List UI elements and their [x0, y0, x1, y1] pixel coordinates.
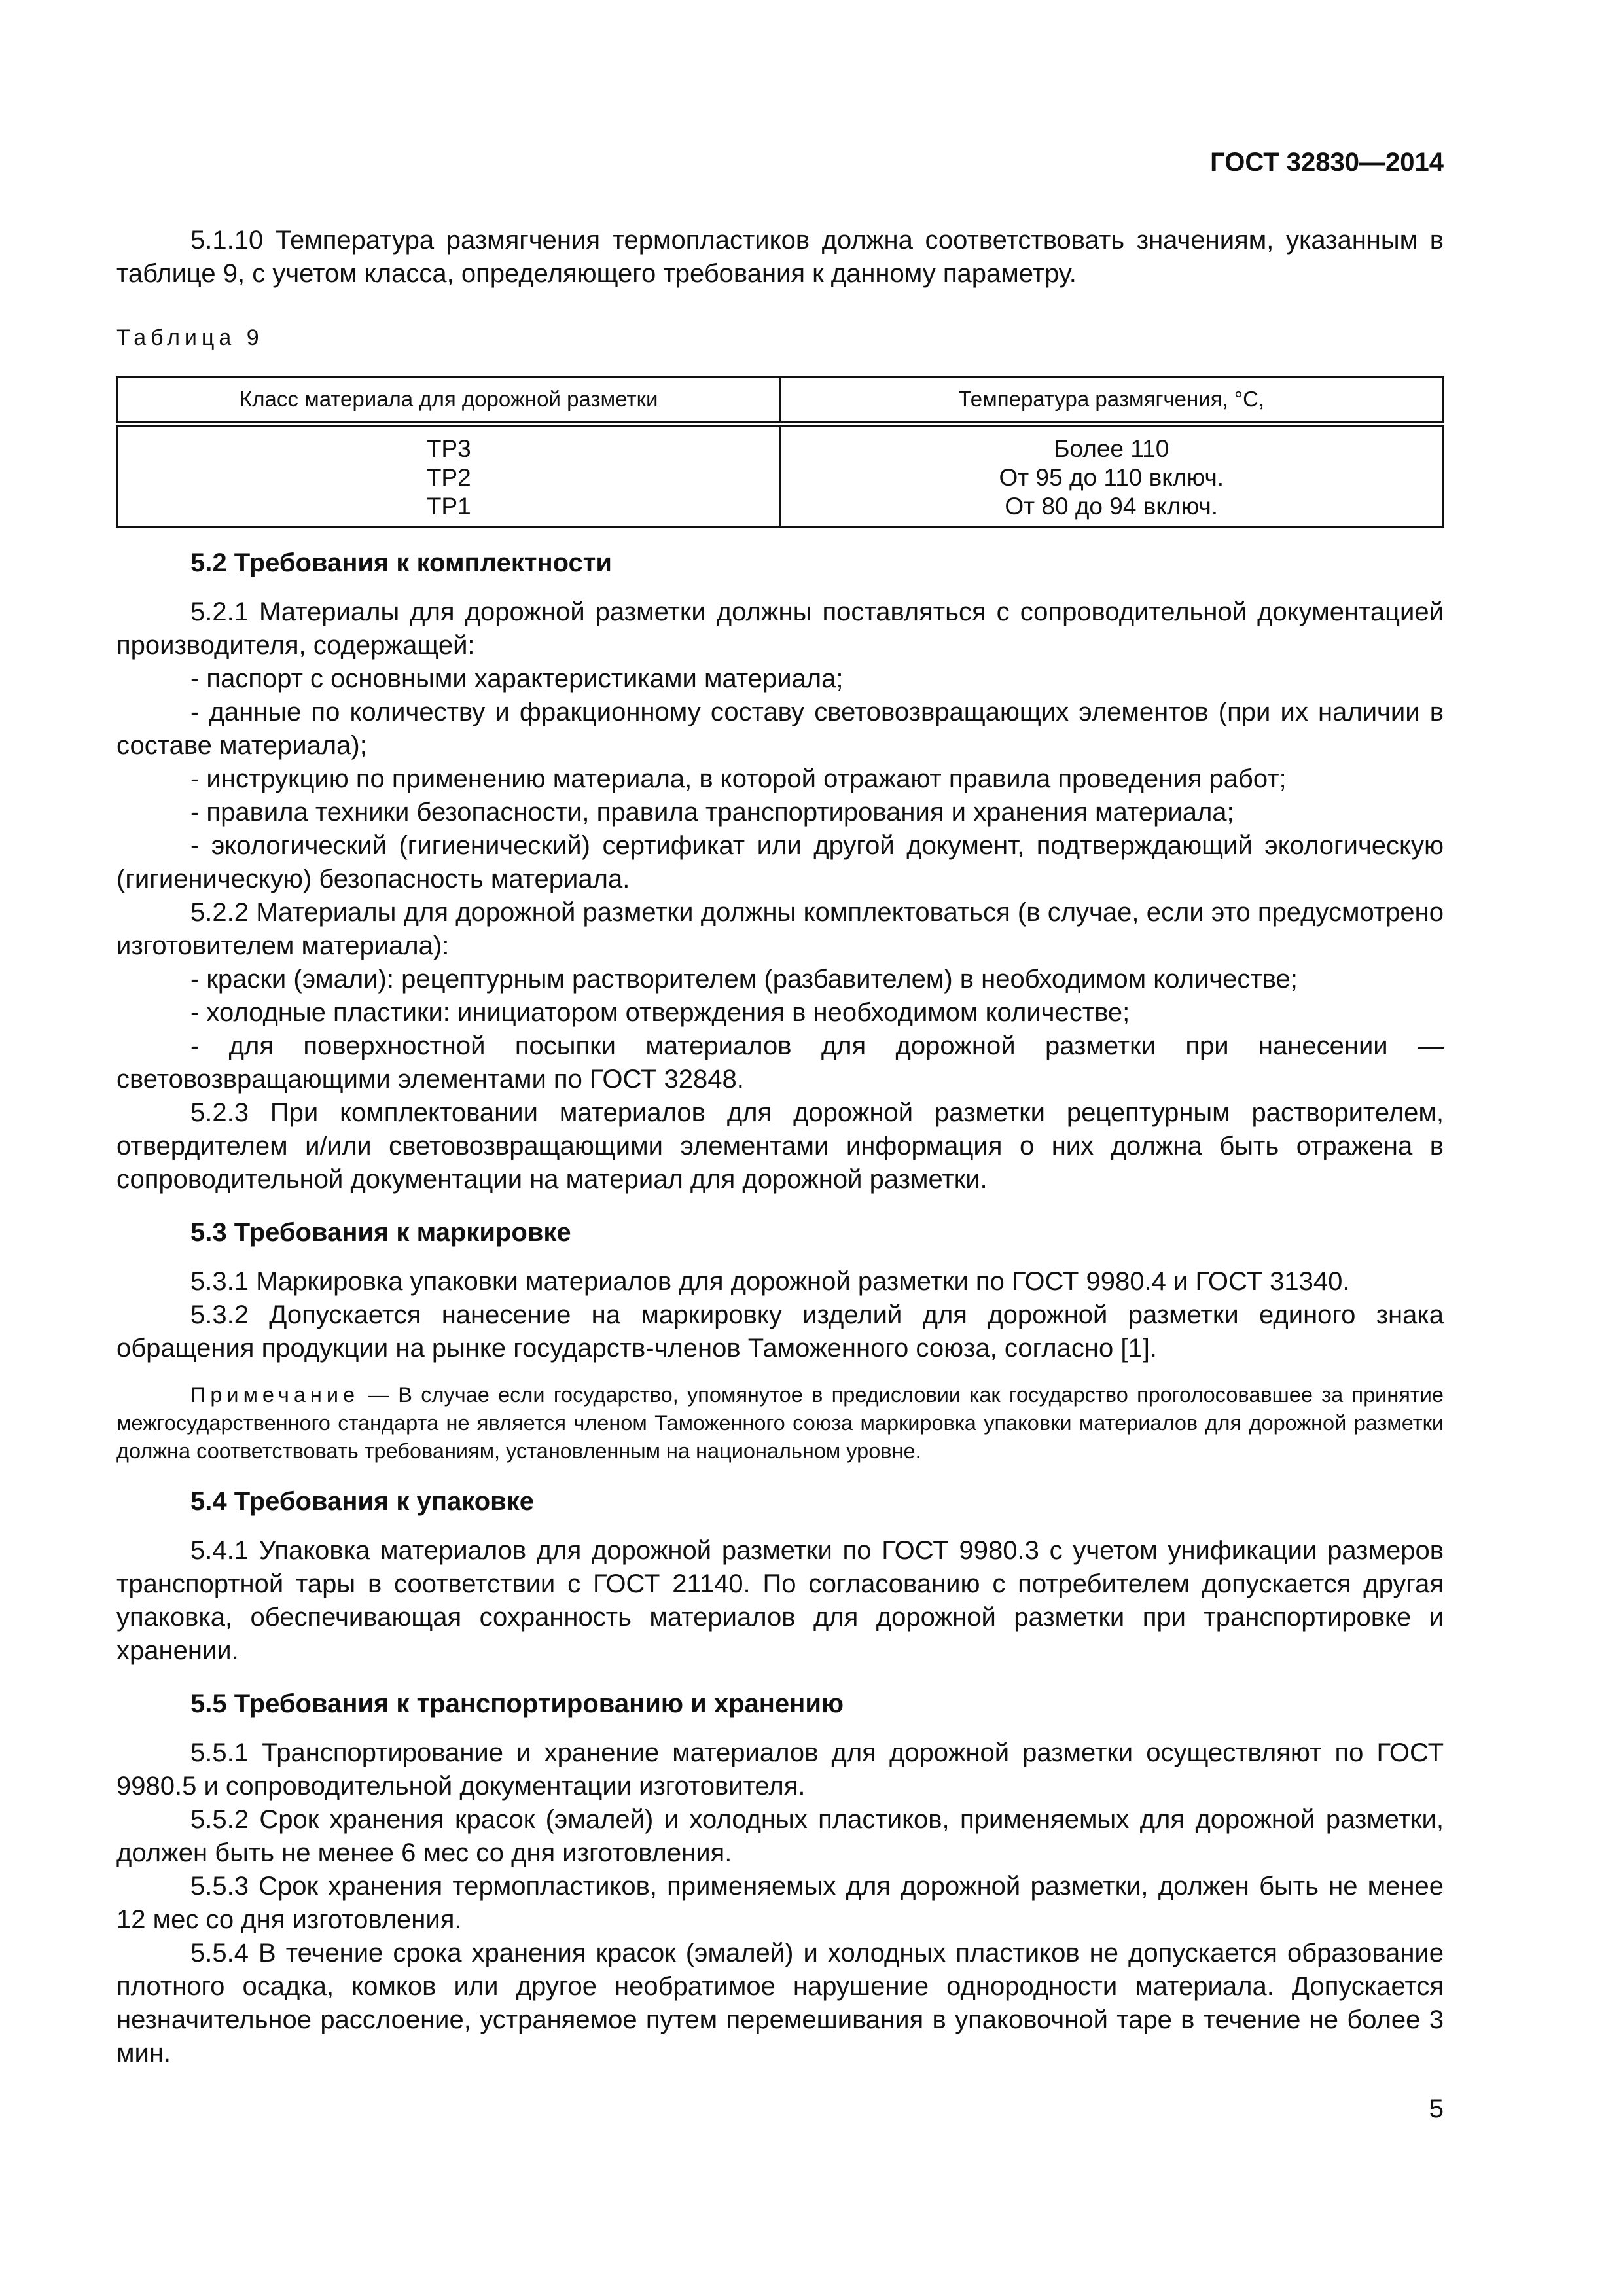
- list-item: - для поверхностной посыпки материалов для дорожной разметки при нанесении — световозвращающими элементами по ГОСТ 32848.: [116, 1031, 1444, 1094]
- section-5-5-title: 5.5 Требования к транспортированию и хранению: [190, 1689, 844, 1718]
- paragraph-5-5-2: 5.5.2 Срок хранения красок (эмалей) и холодных пластиков, применяемых для дорожной разметки, должен быть не менее 6 мес со дня изготовления.: [116, 1805, 1444, 1867]
- page-number: 5: [1429, 2094, 1444, 2123]
- document-body: [116, 547, 1444, 2070]
- paragraph-5-2-2: 5.2.2 Материалы для дорожной разметки должны комплектоваться (в случае, если это предусмотрено изготовителем материала):: [116, 898, 1444, 960]
- list-item: - экологический (гигиенический) сертификат или другой документ, подтверждающий экологическую (гигиеническую) безопасность материала.: [116, 831, 1444, 893]
- paragraph-5-5-3: 5.5.3 Срок хранения термопластиков, применяемых для дорожной разметки, должен быть не менее 12 мес со дня изготовления.: [116, 1872, 1444, 1934]
- list-item: - паспорт с основными характеристиками материала;: [190, 664, 844, 693]
- column-header-class: Класс материала для дорожной разметки: [118, 377, 781, 424]
- temperature-cell: [780, 424, 1443, 528]
- table-9: [116, 376, 1444, 528]
- note-label: Примечание: [190, 1383, 360, 1407]
- note-text: — В случае если государство, упомянутое в предисловии как государство проголосовавшее за принятие межгосударственного стандарта не является членом Таможенного союза маркировка упаковки материалов для дорожной разметки должна соответствовать требованиям, установленным на национальном уровне.: [116, 1383, 1444, 1463]
- paragraph-5-1-10: 5.1.10 Температура размягчения термопластиков должна соответствовать значениям, указанным в таблице 9, с учетом класса, определяющего требования к данному параметру.: [116, 226, 1444, 288]
- list-item: - краски (эмали): рецептурным растворителем (разбавителем) в необходимом количестве;: [190, 965, 1298, 994]
- list-item: - данные по количеству и фракционному составу световозвращающих элементов (при их наличии в составе материала);: [116, 698, 1444, 760]
- list-item: - холодные пластики: инициатором отверждения в необходимом количестве;: [190, 998, 1130, 1027]
- paragraph-5-3-1: 5.3.1 Маркировка упаковки материалов для дорожной разметки по ГОСТ 9980.4 и ГОСТ 31340.: [190, 1267, 1350, 1296]
- paragraph-5-3-2: 5.3.2 Допускается нанесение на маркировку изделий для дорожной разметки единого знака обращения продукции на рынке государств-членов Таможенного союза, согласно [1].: [116, 1300, 1444, 1363]
- column-header-temperature: Температура размягчения, °С,: [780, 377, 1443, 424]
- standard-number: ГОСТ 32830—2014: [1210, 148, 1444, 177]
- paragraph-5-4-1: 5.4.1 Упаковка материалов для дорожной разметки по ГОСТ 9980.3 с учетом унификации размеров транспортной тары в соответствии с ГОСТ 21140. По согласованию с потребителем допускается другая упаковка, обеспечивающая сохранность материалов для дорожной разметки при транспортировке и хранении.: [116, 1536, 1444, 1665]
- paragraph-5-2-3: 5.2.3 При комплектовании материалов для дорожной разметки рецептурным растворителем, отвердителем и/или световозвращающими элементами информация о них должна быть отражена в сопроводительной документации на материал для дорожной разметки.: [116, 1098, 1444, 1194]
- temperature-value: Более 110: [1054, 435, 1169, 462]
- class-cell: [118, 424, 781, 528]
- section-5-2-title: 5.2 Требования к комплектности: [190, 548, 612, 577]
- paragraph-5-5-1: 5.5.1 Транспортирование и хранение материалов для дорожной разметки осуществляют по ГОСТ 9980.5 и сопроводительной документации изготовителя.: [116, 1738, 1444, 1801]
- paragraph-5-2-1: 5.2.1 Материалы для дорожной разметки должны поставляться с сопроводительной документацией производителя, содержащей:: [116, 598, 1444, 660]
- section-5-4-title: 5.4 Требования к упаковке: [190, 1487, 534, 1516]
- paragraph-5-5-4: 5.5.4 В течение срока хранения красок (эмалей) и холодных пластиков не допускается образование плотного осадка, комков или другое необратимое нарушение однородности материала. Допускается незначительное расслоение, устраняемое путем перемешивания в упаковочной таре в течение не более 3 мин.: [116, 1939, 1444, 2068]
- table-header-row: [118, 377, 1443, 424]
- class-value: ТР1: [426, 493, 471, 520]
- class-value: ТР3: [426, 435, 471, 462]
- class-value: ТР2: [426, 464, 471, 491]
- list-item: - инструкцию по применению материала, в которой отражают правила проведения работ;: [190, 764, 1287, 793]
- intro-section: [116, 224, 1444, 291]
- temperature-value: От 95 до 110 включ.: [999, 464, 1224, 491]
- table-caption: Таблица 9: [116, 325, 264, 350]
- temperature-value: От 80 до 94 включ.: [1005, 493, 1219, 520]
- note: [116, 1381, 1444, 1465]
- section-5-3-title: 5.3 Требования к маркировке: [190, 1218, 571, 1247]
- list-item: - правила техники безопасности, правила транспортирования и хранения материала;: [190, 798, 1234, 827]
- table-row: [118, 424, 1443, 528]
